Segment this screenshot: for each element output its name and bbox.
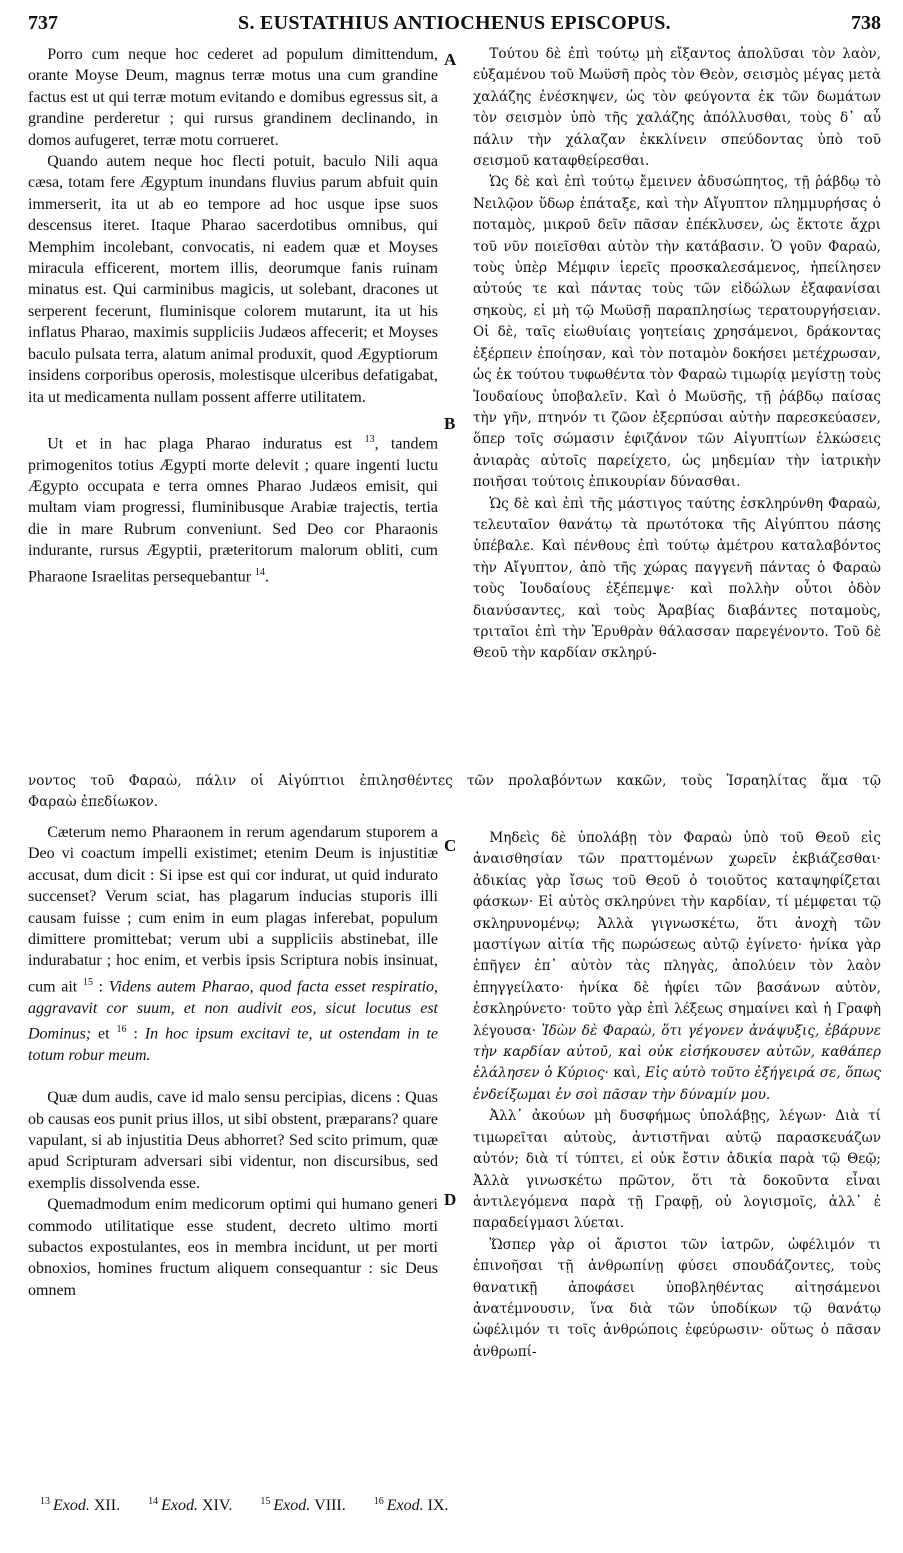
latin-paragraph: Quæ dum audis, cave id malo sensu percipias, dicens : Quas ob causas eos punit prius illos, ut sibi obstent, præparans? quare vapulant, si ab injustitia Deus abhorret? Sed scito primum, quæ apud Scripturam adversari sibi videntur, non discursibus, sed exemplis dissolvenda esse.	[28, 1089, 438, 1192]
greek-paragraph: Ὡς δὲ καὶ ἐπὶ τούτῳ ἔμεινεν ἀδυσώπητος, τῇ ῥάβδῳ τὸ Νειλῷον ὕδωρ ἐπάταξε, καὶ τὴν Αἴγυπτον πλημμυρήσας ὁ ποταμὸς, μικροῦ δεῖν πᾶσαν ἐπέκλυσεν, ὡς ἔκτοτε ἄχρι τοῦ νῦν ποιεῖσθαι αὐτὸν τὴν κατάβασιν. Ὁ γοῦν Φαραὼ, τοὺς ὑπὲρ Μέμφιν ἱερεῖς προσκαλεσάμενος, ἠπείλησεν αὐτούς τε καὶ πάντας τοὺς τῶν εἰδώλων ἐξαφανίσαι σηκοὺς, εἰ μὴ τῷ Μωϋσῇ παραπλησίως τερατουργήσειαν. Οἱ δὲ, ταῖς εἰωθυίαις γοητείαις χρησάμενοι, δράκοντας ἐξέρπειν ἐποίησαν, καὶ τὸν ποταμὸν δοκήσει μετέχρωσαν, ὡς ἐκ τούτου τυφωθέντα τὸν Φαραὼ τιμωρίᾳ μεγίστῃ τοὺς Ἰουδαίους ὑποβαλεῖν. Καὶ ὁ Μωϋσῆς, τῇ ῥάβδῳ παίσας τὴν γῆν, πτηνόν τι ζῶον ἐξερπύσαι αὐτὴν παρεσκεύασεν, ὅπερ τοῖς σώμασιν ἐφιζάνον τῶν Αἰγυπτίων ἑλκώσεις ἀνιαρὰς αὐτοῖς παρείχετο, ὡς μηδεμίαν τὴν ἰατρικὴν ποιῆσαι τούτοις ἐπικουρίαν δύνασθαι.	[473, 174, 881, 491]
latin-quote: Videns autem Pharao, quod facta esset respiratio, aggravavit cor suum, et non audivit eos, sicut locutus est Dominus;	[28, 978, 439, 1043]
section-marker-c: C	[444, 836, 457, 855]
greek-column-lower	[473, 828, 881, 1363]
greek-text: Μηδεὶς δὲ ὑπολάβῃ τὸν Φαραὼ ὑπὸ τοῦ Θεοῦ εἰς ἀναισθησίαν τῶν πραττομένων χωρεῖν ἐκβιάζεσθαι· ἀδικίας γὰρ ἴσως τοῦ Θεοῦ ὁ τοιοῦτος καταψηφίζεται φάσκων· Εἰ αὐτὸς σκληρύνει τὴν καρδίαν, τί μέμφεται τῷ σκληρυνομένῳ; Ἀλλὰ γιγνωσκέτω, ὅτι ἀνοχὴ τῶν μαστίγων αἰτία τῆς πωρώσεως αὐτῷ ἐγίνετο· ἡνίκα γὰρ ἐπῆγεν ἐπ᾽ αὐτὸν τὰς πληγὰς, ἀπολύειν τὸν λαὸν ἐπηγγείλατο· ἡνίκα δὲ ἠφίει τῶν βασάνων αὐτὸν, ἐσκληρύνετο· τοῦτο γὰρ ἐπὶ λέξεως σημαίνει καὶ ἡ Γραφὴ λέγουσα·	[473, 830, 881, 1039]
page-header	[28, 12, 881, 42]
footnotes	[40, 1496, 860, 1515]
footnote-ref: 14	[255, 566, 266, 578]
footnote-ref: 16	[116, 1023, 127, 1035]
latin-column-lower	[28, 822, 438, 1301]
footnote: $^{13}$ Exod. XII.	[40, 1496, 121, 1515]
running-title: S. EUSTATHIUS ANTIOCHENUS EPISCOPUS.	[238, 12, 671, 34]
greek-column-upper	[473, 44, 881, 665]
greek-quote: Ἰδὼν δὲ Φαραὼ, ὅτι γέγονεν ἀνάψυξις, ἐβάρυνε τὴν καρδίαν αὐτοῦ, καὶ οὐκ εἰσήκουσεν αὐτῶν, καθάπερ ἐλάλησεν ὁ Κύριος·	[473, 1022, 882, 1082]
greek-paragraph: Τούτου δὲ ἐπὶ τούτῳ μὴ εἴξαντος ἀπολῦσαι τὸν λαὸν, εὐξαμένου τοῦ Μωϋσῆ πρὸς τὸν Θεὸν, σεισμὸς μέγας μετὰ χαλάζης ἐνέσκηψεν, ὡς τὸν φεύγοντα ἐκ τῶν δωμάτων τὸν σεισμὸν ὑπὸ τῆς χαλάζης ἀπόλλυσθαι, τοὺς δ᾽ αὖ πάλιν τὴν χάλαζαν ἐκκλίνειν σπεύδοντας ὑπὸ τοῦ σεισμοῦ καταφθείρεσθαι.	[473, 46, 881, 170]
greek-bridge-line: Φαραὼ ἐπεδίωκον.	[28, 794, 159, 810]
greek-quote: Εἰς αὐτὸ τοῦτο ἐξήγειρά σε, ὅπως ἐνδείξωμαι ἐν σοὶ πᾶσαν τὴν δύναμίν μου.	[473, 1065, 882, 1103]
footnote: $^{15}$ Exod. VIII.	[260, 1496, 346, 1515]
page-number-right: 738	[851, 12, 881, 34]
latin-quote: In hoc ipsum excitavi te, ut ostendam in te totum robur meum.	[28, 1025, 439, 1064]
section-marker-a: A	[444, 50, 457, 69]
greek-paragraph	[473, 828, 881, 1106]
footnote-ref: 13	[364, 433, 375, 445]
latin-text: Ut et in hac plaga Pharao induratus est	[47, 435, 353, 453]
latin-paragraph: Quemadmodum enim medicorum optimi qui humano generi commodo utilitatique esse student, decreto ultimo morti subactos expostulantes, eos in membra incidunt, ut per morti obnoxios, homines fructum aliquem consequantur : sic Deus omnem	[28, 1196, 438, 1299]
footnote-ref: 15	[82, 976, 93, 988]
latin-text: , tandem primogenitos totius Ægypti morte delevit ; quare ingenti luctu Ægypto occupata e terra omnes Pharao Judæos emisit, qui multam viam progressi, fluminibusque Arabiæ trajectis, tertia die in mare Rubrum conveniunt. Sed Deo cor Pharaonis indurante, rursus Ægyptii, præteritorum malorum obliti, cum Pharaone Israelitas persequebantur	[28, 435, 439, 585]
latin-paragraph: Porro cum neque hoc cederet ad populum dimittendum, orante Moyse Deum, magnus terræ motus una cum grandine factus est ut qui terræ motum evitando e domibus egressus sit, a grandine perderetur ; qui rursus grandinem declinando, in domos aufugeret, terræ motu corrueret.	[28, 46, 438, 149]
footnote: $^{16}$ Exod. IX.	[373, 1496, 449, 1515]
latin-text: Cæterum nemo Pharaonem in rerum agendarum stuporem a Deo vi coactum impelli existimet; etenim Deum is injustitiæ accusat, dum dicit : Si ipse est qui cor indurat, ut quid indurato succenset? Verum sciat, has plagarum inducias stuporis illi causam fuisse ; cum enim in eum plagas inferebat, populum dimittere promittebat; verum ubi a suppliciis abstinebat, ille indurabatur ; hoc enim, et verbis ipsis Scriptura nobis insinuat, cum ait	[28, 824, 438, 996]
greek-text: καὶ,	[613, 1065, 641, 1082]
section-marker-d: D	[444, 1190, 457, 1209]
latin-paragraph: Cæterum nemo Pharaonem in rerum agendarum stuporem a Deo vi coactum impelli existimet; etenim Deum is injustitiæ accusat, dum dicit : Si ipse est qui cor indurat, ut quid indurato succenset? Verum sciat, has plagarum inducias stuporis illi causam fuisse ; cum enim in eum plagas inferebat, populum dimittere promittebat; verum ubi a suppliciis abstinebat, ille indurabatur ; hoc enim, et verbis ipsis Scriptura nobis insinuat, cum ait $^{15}$ : Videns autem Pharao, quod facta esset respiratio, aggravavit cor suum, et non audivit eos, sicut locutus est Dominus; et $^{16}$ : In hoc ipsum excitavi te, ut ostendam in te totum robur meum.	[28, 824, 439, 1064]
latin-paragraph: Ut et in hac plaga Pharao induratus est $^{13}$, tandem primogenitos totius Ægypti morte delevit ; quare ingenti luctu Ægypto occupata e terra omnes Pharao Judæos emisit, qui multam viam progressi, fluminibusque Arabiæ trajectis, tertia die in mare Rubrum conveniunt. Sed Deo cor Pharaonis indurante, rursus Ægyptii, præteritorum malorum obliti, cum Pharaone Israelitas persequebantur $^{14}$.	[28, 433, 439, 585]
greek-paragraph: Ὡς δὲ καὶ ἐπὶ τῆς μάστιγος ταύτης ἐσκληρύνθη Φαραὼ, τελευταῖον θανάτῳ τὰ πρωτότοκα τῆς Αἰγύπτου πάσης ὑπέβαλε. Καὶ πένθους ἐπὶ τούτῳ ἀμέτρου καταλαβόντος τὴν Αἴγυπτον, ἀπὸ τῆς χώρας παγγενῆ πάντας ὁ Φαραὼ τοὺς Ἰουδαίους ἐξέπεμψε· καὶ πολλὴν οὗτοι ὁδὸν διανύσαντες, καὶ τοὺς Ἀραβίας διαβάντες ποταμοὺς, τριταῖοι ἐπὶ τὴν Ἐρυθρὰν θάλασσαν παρεγένοντο. Τοῦ δὲ Θεοῦ τὴν καρδίαν σκληρύ-	[473, 495, 881, 662]
footnote: $^{14}$ Exod. XIV.	[148, 1496, 233, 1515]
section-marker-b: B	[444, 414, 456, 433]
greek-paragraph: Ὥσπερ γὰρ οἱ ἄριστοι τῶν ἰατρῶν, ὠφέλιμόν τι ἐπινοῆσαι τῇ ἀνθρωπίνῃ φύσει σπουδάζοντες, τοὺς θανατικῇ ἀποφάσει ὑποβληθέντας αἰτησάμενοι ἀνατέμνουσιν, ἵνα διὰ τῶν ὑποδίκων τῷ θανάτῳ ὠφέλιμόν τι τοῖς ἀνθρώποις ἐφεύρωσιν· οὕτως ὁ πᾶσαν ἀνθρωπί-	[473, 1236, 881, 1360]
latin-column-upper	[28, 44, 438, 587]
latin-paragraph: Quando autem neque hoc flecti potuit, baculo Nili aqua cæsa, totam fere Ægyptum inundans fluvius parum abfuit quin immerserit, ita ut ab eo tempore ad hoc usque ipse suos descensus iteret. Itaque Pharao sacerdotibus omnibus, qui Memphim incolebant, convocatis, ni eadem quæ et Moyses miracula efficerent, mortem illis, deorumque fanis ruinam minatus est. Qui carminibus magicis, ut solebant, dracones ut serperent fecerunt, fluminisque colorem mutarunt, ita ut his inflatus Pharao, maximis suppliciis Judæos affecerit; et Moyses baculo pulsata terra, alatum animal produxit, quod Ægyptiorum insidens corporibus operosis, molestisque ulceribus defatigabat, ita ut medicamenta nullam possent afferre utilitatem.	[28, 153, 438, 406]
greek-paragraph: Ἀλλ᾽ ἀκούων μὴ δυσφήμως ὑπολάβῃς, λέγων· Διὰ τί τιμωρεῖται αὐτοὺς, ἀντιστῆναι αὐτῷ παρασκευάζων αὐτόν; διὰ τί τύπτει, εἰ οὐκ ἔστιν ἀδικία παρὰ τῷ Θεῷ; Ἀλλὰ γινωσκέτω πρῶτον, ὅτι τὰ δοκοῦντα εἶναι ἀντιλεγόμενα παρὰ τῇ Γραφῇ, οὐ λογισμοῖς, ἀλλ᾽ ἐ παραδείγμασι λύεται.	[473, 1108, 881, 1232]
page-number-left: 737	[28, 12, 58, 34]
latin-text: et	[98, 1025, 110, 1043]
greek-bridge-line: νοντος τοῦ Φαραὼ, πάλιν οἱ Αἰγύπτιοι ἐπιλησθέντες τῶν προλαβόντων κακῶν, τοὺς Ἰσραηλίτας ἅμα τῷ	[28, 773, 881, 789]
